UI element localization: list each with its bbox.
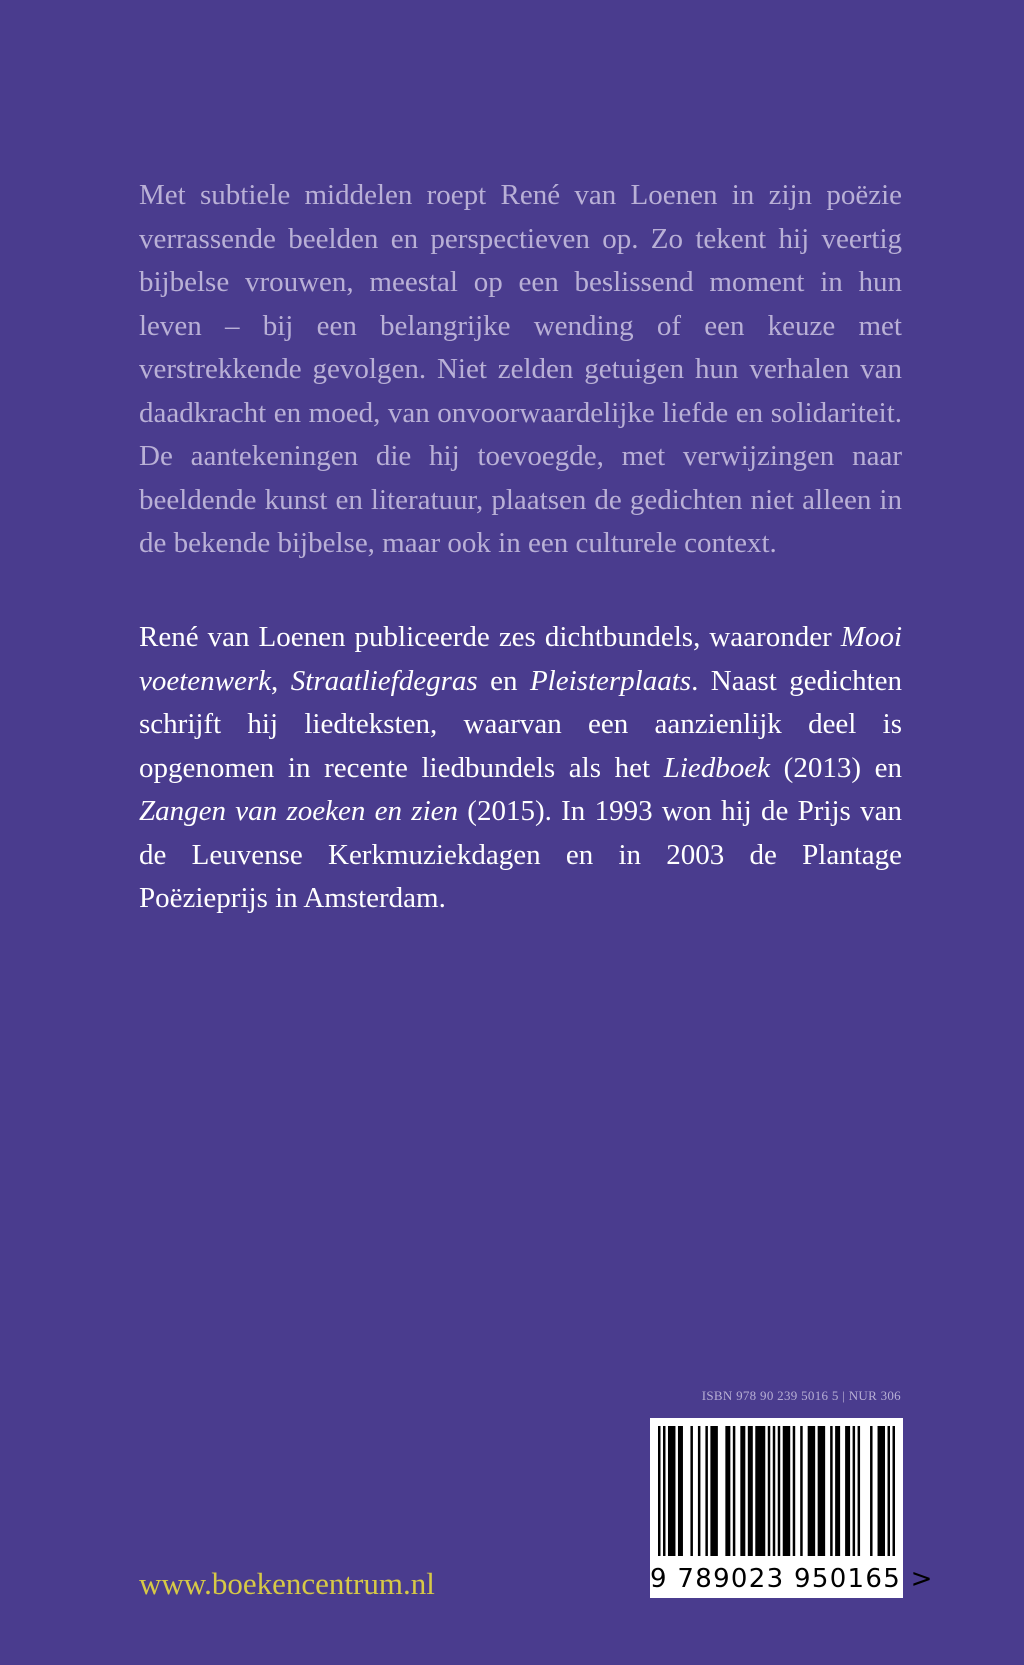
book-title: Zangen van zoeken en zien <box>139 795 458 827</box>
barcode <box>650 1418 934 1598</box>
barcode-bar <box>668 1426 675 1556</box>
publisher-website: www.boekencentrum.nl <box>139 1566 435 1601</box>
barcode-bar <box>853 1426 855 1556</box>
barcode-bar <box>888 1426 890 1556</box>
bio-text: . Naast gedichten schrijft hij liedteksten, waarvan een aanzienlijk deel is opgenomen in recente liedbundels als het <box>139 664 902 784</box>
book-title: Liedboek <box>663 751 771 784</box>
barcode-bar <box>678 1426 683 1556</box>
book-title: Straatliefdegras <box>290 664 478 697</box>
barcode-bar <box>878 1426 885 1556</box>
barcode-bar <box>845 1426 850 1556</box>
barcode-bar <box>748 1426 753 1556</box>
bio-text: René van Loenen publiceerde zes dichtbundels, waaronder <box>139 621 841 653</box>
blurb-paragraph: Met subtiele middelen roept René van Loenen in zijn poëzie verrassende beelden en perspectieven op. Zo tekent hij veertig bijbelse vrouwen, meestal op een beslissend moment in hun leven – bij een belangrijke wending of een keuze met verstrekkende gevolgen. Niet zelden getuigen hun verhalen van daadkracht en moed, van onvoorwaardelijke liefde en solidariteit. De aantekeningen die hij toevoegde, met verwijzingen naar beeldende kunst en literatuur, plaatsen de gedichten niet alleen in de bekende bijbelse, maar ook in een culturele context. <box>139 179 902 559</box>
barcode-bar <box>733 1426 735 1556</box>
barcode-bar <box>835 1426 840 1556</box>
barcode-digits: 9 789023 950165 > <box>650 1564 934 1594</box>
barcode-bar <box>830 1426 832 1556</box>
barcode-bar <box>663 1426 665 1556</box>
author-bio-paragraph <box>139 616 902 921</box>
barcode-bar <box>778 1426 780 1556</box>
barcode-bars <box>658 1426 895 1556</box>
bio-text: , <box>271 664 291 697</box>
bio-text: (2013) en <box>770 751 903 784</box>
barcode-bar <box>690 1426 692 1556</box>
bio-text: en <box>477 664 530 697</box>
barcode-bar <box>893 1426 895 1556</box>
barcode-bar <box>705 1426 707 1556</box>
barcode-bar <box>800 1426 802 1556</box>
barcode-bar <box>768 1426 770 1556</box>
barcode-bar <box>698 1426 700 1556</box>
barcode-bar <box>658 1426 660 1556</box>
barcode-bar <box>858 1426 860 1556</box>
barcode-bar <box>818 1426 825 1556</box>
barcode-bar <box>710 1426 717 1556</box>
barcode-bar <box>725 1426 730 1556</box>
isbn-label: ISBN 978 90 239 5016 5 | NUR 306 <box>701 1388 901 1403</box>
barcode-bar <box>740 1426 745 1556</box>
barcode-bar <box>870 1426 872 1556</box>
book-title: Mooi voetenwerk <box>139 621 902 697</box>
barcode-bar <box>808 1426 815 1556</box>
barcode-bar <box>755 1426 765 1556</box>
book-title: Pleisterplaats <box>529 664 692 697</box>
bio-text: (2015). In 1993 won hij de Prijs van de Leuvense Kerkmuziekdagen en in 2003 de Plantage Poëzieprijs in Amsterdam. <box>139 795 902 914</box>
barcode-bar <box>793 1426 795 1556</box>
barcode-bar <box>773 1426 775 1556</box>
barcode-bar <box>783 1426 790 1556</box>
